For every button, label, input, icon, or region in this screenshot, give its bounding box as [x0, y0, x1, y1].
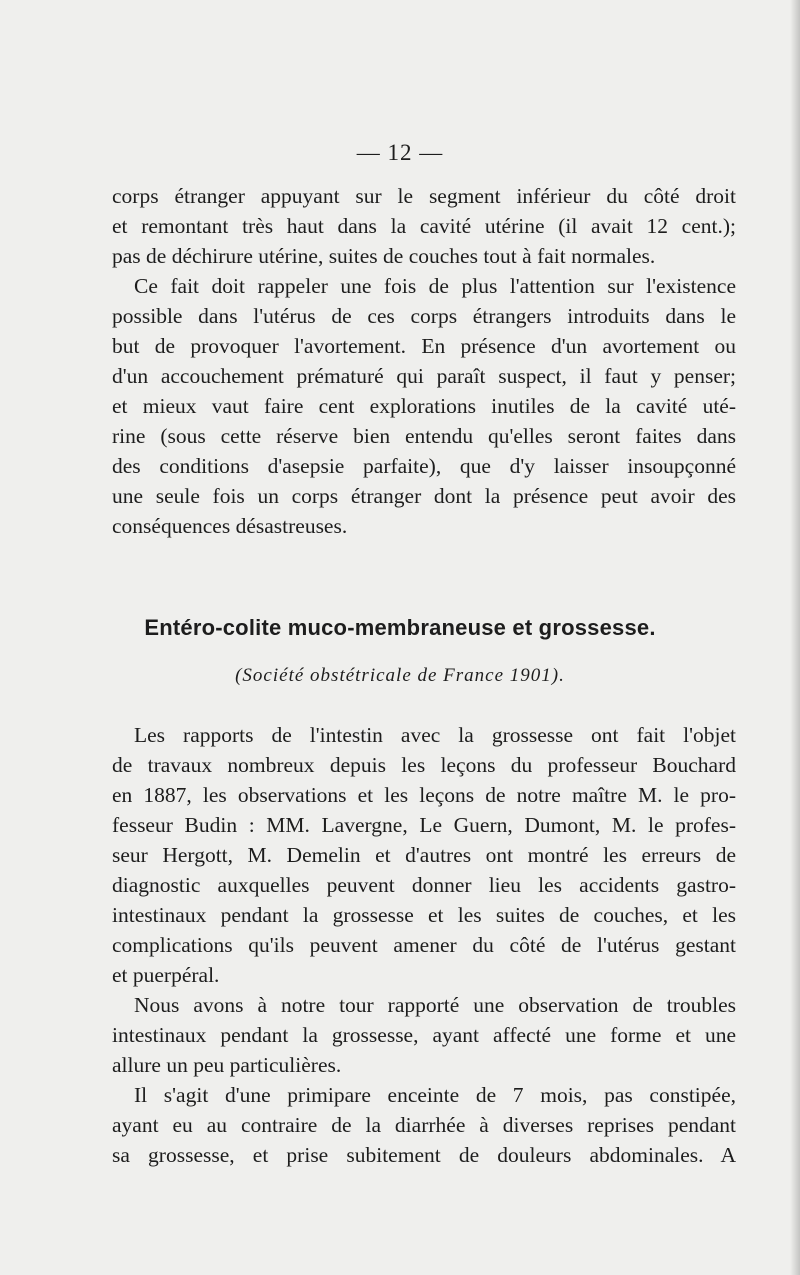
- text-line: rine (sous cette réserve bien entendu qu'elles seront faites dans: [112, 424, 736, 448]
- text-line: une seule fois un corps étranger dont la présence peut avoir des: [112, 484, 736, 508]
- text-line: pas de déchirure utérine, suites de couches tout à fait normales.: [112, 244, 656, 268]
- text-line: fesseur Budin : MM. Lavergne, Le Guern, Dumont, M. le profes-: [112, 813, 736, 837]
- text-line: Nous avons à notre tour rapporté une observation de troubles: [134, 993, 736, 1017]
- text-line: intestinaux pendant la grossesse et les suites de couches, et les: [112, 903, 736, 927]
- text-line: but de provoquer l'avortement. En présence d'un avortement ou: [112, 334, 736, 358]
- text-line: et puerpéral.: [112, 963, 220, 987]
- page-number: — 12 —: [356, 140, 444, 165]
- text-line: ayant eu au contraire de la diarrhée à diverses reprises pendant: [112, 1113, 736, 1137]
- text-line: complications qu'ils peuvent amener du côté de l'utérus gestant: [112, 933, 736, 957]
- text-line: intestinaux pendant la grossesse, ayant affecté une forme et une: [112, 1023, 736, 1047]
- text-line: possible dans l'utérus de ces corps étrangers introduits dans le: [112, 304, 736, 328]
- text-line: allure un peu particulières.: [112, 1053, 342, 1077]
- text-line: conséquences désastreuses.: [112, 514, 348, 538]
- text-line: et remontant très haut dans la cavité utérine (il avait 12 cent.);: [112, 214, 736, 238]
- text-line: Ce fait doit rappeler une fois de plus l'attention sur l'existence: [134, 274, 736, 298]
- text-line: seur Hergott, M. Demelin et d'autres ont montré les erreurs de: [112, 843, 736, 867]
- text-line: corps étranger appuyant sur le segment inférieur du côté droit: [112, 184, 736, 208]
- text-line: d'un accouchement prématuré qui paraît suspect, il faut y penser;: [112, 364, 736, 388]
- section-title: Entéro-colite muco-membraneuse et grossesse.: [144, 615, 656, 640]
- text-line: en 1887, les observations et les leçons de notre maître M. le pro-: [112, 783, 736, 807]
- text-line: de travaux nombreux depuis les leçons du professeur Bouchard: [112, 753, 736, 777]
- text-line: Les rapports de l'intestin avec la grossesse ont fait l'objet: [134, 723, 736, 747]
- text-line: sa grossesse, et prise subitement de douleurs abdominales. A: [112, 1143, 736, 1167]
- text-line: et mieux vaut faire cent explorations inutiles de la cavité uté-: [112, 394, 736, 418]
- text-line: diagnostic auxquelles peuvent donner lieu les accidents gastro-: [112, 873, 736, 897]
- text-line: des conditions d'asepsie parfaite), que d'y laisser insoupçonné: [112, 454, 736, 478]
- section-subtitle: (Société obstétricale de France 1901).: [235, 665, 565, 686]
- section-text-block: [112, 720, 736, 1170]
- continuation-text-block: [112, 181, 736, 541]
- text-line: Il s'agit d'une primipare enceinte de 7 mois, pas constipée,: [134, 1083, 736, 1107]
